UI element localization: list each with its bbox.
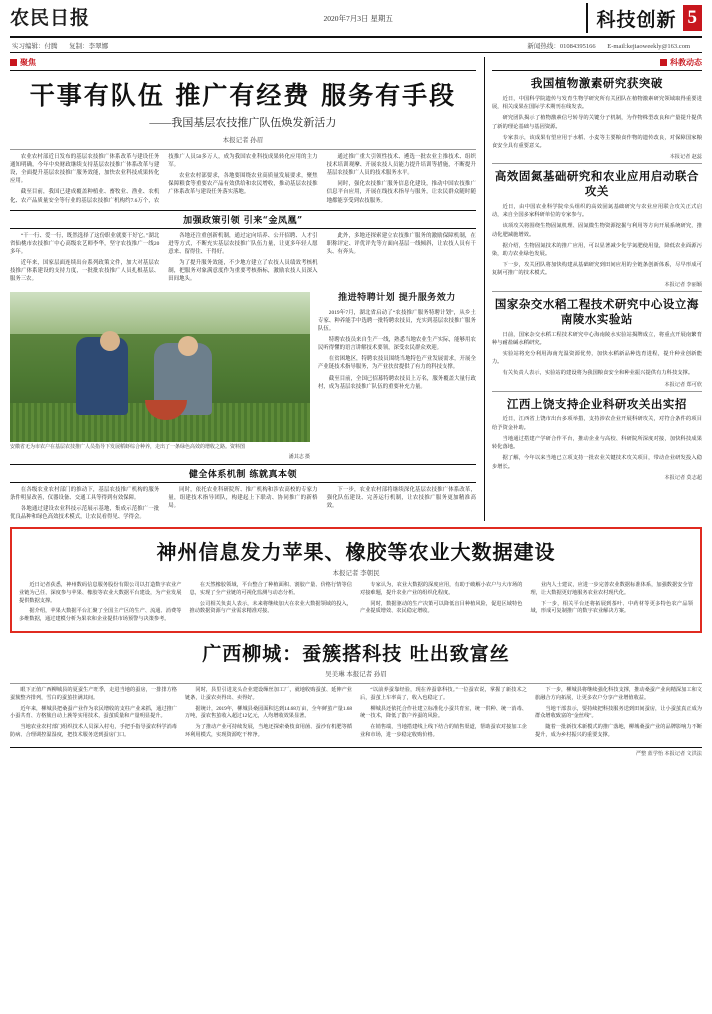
paragraph: 实验站将充分利用海南光温资源优势，加快水稻新品种选育进程，提升种业创新能力。 [491, 350, 702, 366]
paragraph: 在贫困地区，特聘农技员围绕当地特色产业发展需求，开展全产业链技术指导服务，为产业扶贫提供了有力的科技支撑。 [318, 356, 476, 371]
divider [492, 163, 702, 164]
left-column [10, 57, 476, 521]
paragraph: 近年来，柳城县把桑蚕产业作为农民增收的支柱产业来抓，通过推广小蚕共育、方格簇自动上蔟等实用技术，蚕茧质量和产量明显提升。 [10, 705, 177, 720]
sci-news-title: 高效固氮基础研究和农业应用启动联合攻关 [494, 169, 699, 199]
sci-news-sign: 本报记者 李丽颖 [664, 281, 702, 288]
paragraph: 近年来，国家层面连续出台系列政策文件，加大对基层农技推广体系建设的支持力度，一批批农技推广人员扎根基层、服务三农。 [10, 259, 160, 283]
divider [492, 391, 702, 392]
paragraph: 该项攻关将围绕生物固氮机理、固氮微生物资源挖掘与利用等方向开展系统研究，推动化肥减施增效。 [491, 223, 702, 238]
paragraph: 公司相关负责人表示，未来将继续加大在农业大数据领域的投入，推动数据资源与产业需求精准对接。 [189, 600, 352, 615]
section-number: 5 [683, 5, 703, 31]
paragraph: 各地通过建设农业科技示范展示基地，集成示范推广一批优良品种和绿色高效技术模式，让农民看得见、学得会。 [10, 505, 160, 520]
sci-news-sign: 本报记者 郑可欣 [664, 381, 702, 388]
photo-row [10, 287, 476, 459]
paragraph: 下一步，农业农村部将继续深化基层农技推广体系改革，强化队伍建设、完善运行机制，让农技推广服务更加精准高效。 [326, 486, 476, 509]
photo-person-right-head [178, 336, 198, 356]
lead-subheading-3: 健全体系机制 练就真本领 [10, 464, 476, 483]
paragraph: 截至目前，全国已招募特聘农技员上万名，服务覆盖大量行政村，成为基层农技推广队伍的重要补充力量。 [318, 375, 476, 390]
lead-subheading-2: 推进特聘计划 提升服务效力 [338, 293, 456, 304]
bottom-story [10, 639, 702, 757]
sci-news-item [492, 76, 702, 160]
sci-news-sign: 本报记者 赵蕊 [669, 154, 702, 161]
photo-caption: 安徽省无为市农户在基层农技推广人员指导下发展稻虾综合种养，走出了一条绿色高效的增收之路。资料图 [10, 445, 246, 451]
right-column [484, 57, 702, 521]
paragraph: 农业农村部要求，各地要围绕农业高质量发展要求，聚焦保障粮食等重要农产品有效供给和农民增收，推动基层农技推广体系改革与建设任务落实落地。 [168, 173, 318, 196]
sci-news-title: 国家杂交水稻工程技术研究中心设立海南陵水实验站 [494, 296, 699, 326]
paragraph: 截至目前，我国已建成覆盖种植业、畜牧业、渔业、农机化、农产品质量安全等行业的基层农技推广机构约7.6万个，农技推广人员50多万人，成为我国农业科技成果转化应用的主力军。 [10, 154, 318, 204]
paragraph: 专家表示，该成果有望应用于水稻、小麦等主要粮食作物的遗传改良，对保障国家粮食安全具有重要意义。 [491, 134, 702, 149]
credit-proofreader: 复制：李翠娜 [69, 43, 109, 50]
sci-news-title: 江西上饶支持企业科研攻关出实招 [506, 396, 687, 411]
bottom-footer-credit: 严整 蓝学怡 本报记者 文洪法 [10, 747, 702, 757]
divider [10, 683, 702, 684]
sci-edu-tagline [492, 57, 702, 68]
paragraph: 在销售端，当地搭建线上线下结合的销售渠道，帮助蚕农对接加工企业和市场，进一步稳定收购价格。 [360, 724, 527, 738]
feature-headline: 神州信息发力苹果、橡胶等农业大数据建设 [156, 540, 556, 564]
staff-credits-bar [10, 38, 702, 53]
paragraph: 为了提升服务效能，不少地方建立了农技人员绩效考核机制，把服务对象满意度作为重要考核指标，激励农技人员深入田间地头。 [168, 259, 318, 283]
paragraph: 据介绍，苹果大数据平台汇聚了全国主产区的生产、流通、消费等多维数据，通过建模分析为果农和企业提供市场预警与决策参考。 [19, 608, 182, 623]
divider [10, 70, 476, 71]
paragraph: 据统计，2019年，柳城县桑园面积达到14.68万亩，全年鲜茧产量1.68万吨，蚕农售茧收入超过12亿元，人均增收效果显著。 [185, 705, 352, 720]
lead-headline: 干事有队伍 推广有经费 服务有手段 [29, 81, 457, 110]
feature-byline: 本报记者 李朝民 [332, 570, 380, 577]
masthead [10, 0, 702, 38]
lead-subtitle: ——我国基层农技推广队伍焕发新活力 [149, 117, 337, 129]
paragraph: 特聘农技员来自生产一线，熟悉当地农业生产实际，能够用农民听得懂的语言讲解技术要领，深受农民群众欢迎。 [318, 337, 476, 352]
main-band [10, 57, 702, 521]
focus-tagline [10, 57, 476, 68]
lead-body-part2 [10, 232, 476, 284]
paragraph: 2019年7月，湖北省启动了“农技推广服务特聘计划”，从乡土专家、种养能手中选聘一批特聘农技员，充实到基层农技推广服务队伍。 [318, 309, 476, 333]
sci-news-body [492, 95, 702, 150]
sci-news-title: 我国植物激素研究获突破 [530, 76, 663, 90]
paragraph: 农业农村部近日发布的基层农技推广体系改革与建设任务通知明确，今年中央财政继续支持基层农技推广体系改革与建设，全面提升基层农技推广服务效能，加快农业科技成果转化应用。 [10, 154, 160, 185]
photo-person-left [76, 337, 128, 415]
paragraph: 研究团队揭示了植物激素信号转导的关键分子机制，为作物株型改良和产量提升提供了新的理论基础与基因资源。 [491, 115, 702, 130]
field-photo [10, 292, 310, 442]
paragraph: “以前养蚕靠经验，现在养蚕靠科技。”一位蚕农说，掌握了新技术之后，蚕茧上车率高了，收入也稳定了。 [360, 686, 527, 701]
paragraph: 近日，中国科学院遗传与发育生物学研究所有关团队在植物激素研究领域取得重要进展，相关成果在国际学术期刊在线发表。 [491, 95, 702, 111]
paragraph: 眼下正值广西柳城县的夏蚕生产旺季，走进当地的蚕房，一排排方格蚕簇整齐排列，雪白的蚕茧挂满其间。 [10, 686, 177, 701]
paragraph: 在各级农业农村部门的推动下，基层农技推广机构的服务条件明显改善，仪器设备、交通工具等得到有效保障。 [10, 486, 160, 501]
paragraph: 专家认为，农业大数据的深度应用，有助于破解小农户与大市场的对接难题，提升农业产业的组织化程度。 [360, 582, 523, 596]
newspaper-logo: 农民日报 [10, 6, 91, 29]
sci-edu-tagline-label: 科教动态 [670, 58, 702, 67]
paragraph: 近日，江西省上饶市出台多项举措，支持涉农企业开展科研攻关，对符合条件的项目给予资金补助。 [491, 416, 702, 431]
paragraph: 下一步，相关平台还将拓展到茶叶、中药材等更多特色农产品领域，形成可复制推广的数字农业解决方案。 [530, 600, 693, 615]
sci-news-body [492, 415, 702, 470]
paragraph: 据介绍，生物固氮技术的推广应用，可以显著减少化学氮肥使用量，降低农业面源污染，助力农业绿色发展。 [491, 242, 702, 258]
paragraph: 下一步，攻关团队将加快构建从基础研究到田间应用的全链条创新体系，尽早形成可复制可推广的技术模式。 [491, 262, 702, 277]
section-header [586, 3, 702, 33]
bottom-byline: 吴美琳 本报记者 孙眉 [325, 670, 387, 678]
paragraph: 通过推广重大引领性技术、遴选一批农业主推技术、组织技术培训观摩、开展农技人员能力提升培训等措施，不断提升基层农技推广人员的技术服务水平。 [326, 154, 476, 177]
divider [492, 70, 702, 71]
masthead-date: 2020年7月3日 星期五 [323, 13, 393, 23]
credit-hotline: 新闻热线：01084395166 [527, 43, 596, 50]
divider [10, 149, 476, 150]
paragraph: 同时，县里引进龙头企业建设缫丝加工厂，就地收购蚕茧、延伸产业链条，让蚕农卖得出、卖得好。 [185, 686, 352, 701]
paragraph: 各地还注重创新机制，通过定向培养、公开招聘、人才引进等方式，不断充实基层农技推广队伍力量，让更多年轻人愿意来、留得住、干得好。 [168, 232, 318, 255]
square-bullet-icon [660, 59, 667, 66]
paragraph: 日前，国家杂交水稻工程技术研究中心海南陵水实验站揭牌成立，将重点开展南繁育种与耐盐碱水稻研究。 [491, 331, 702, 346]
paragraph: 在天然橡胶领域，平台整合了种植面积、割胶产量、价格行情等信息，实现了全产业链的可视化监测与动态分析。 [189, 582, 352, 596]
paragraph: 同时，数据驱动的生产决策可以降低盲目种植风险，促进区域特色产业提质增效、农民稳定增收。 [360, 600, 523, 615]
paragraph: 同时，强化农技推广服务信息化建设，推动中国农技推广信息平台应用，开展在线技术指导与服务，让农民群众随时随地都能享受到农技服务。 [326, 181, 476, 204]
divider [492, 291, 702, 292]
credit-editor: 实习编辑：付腾 [12, 43, 58, 50]
feature-body [19, 582, 693, 624]
feature-story-box [10, 527, 702, 633]
lead-body-part4 [10, 486, 476, 521]
sci-news-sign: 本报记者 莫志超 [664, 474, 702, 481]
paragraph: 同时，依托农业科研院所、推广机构和涉农高校的专家力量，组建技术指导团队，构建起上下联动、协同推广的新格局。 [168, 486, 318, 509]
paragraph: “干一行、爱一行，既然选择了这份职业就要干好它。”湖北省仙桃市农技推广中心高级农艺师李华，坚守农技推广一线20多年。 [10, 232, 160, 255]
paragraph: 为了推动产业可持续发展，当地还探索桑枝食用菌、蚕沙有机肥等循环利用模式，实现资源吃干榨净。 [185, 724, 352, 738]
credit-email: E-mail:kejiaoweekly@163.com [607, 43, 690, 50]
sci-news-item [492, 297, 702, 388]
photo-sky [10, 292, 310, 334]
sci-news-item [492, 169, 702, 288]
paragraph: 近日记者获悉，神州数码信息服务股份有限公司以打造数字农业产业链为己任，深度参与苹果、橡胶等农业大数据平台建设，为产业发展提供数据支撑。 [19, 582, 182, 604]
paragraph: 据了解，今年以来当地已立项支持一批农业关键技术攻关项目，带动企业研发投入稳步增长。 [491, 455, 702, 470]
sci-news-item [492, 397, 702, 481]
lead-subheading-1: 加强政策引领 引来“金凤凰” [10, 210, 476, 229]
paragraph: 有关负责人表示，实验站的建设将为我国粮食安全和种业振兴提供有力科技支撑。 [502, 370, 694, 377]
paragraph: 柳城县还依托合作社建立标准化小蚕共育室，统一供种、统一消毒、统一技术，降低了散户养蚕的风险。 [360, 705, 527, 720]
bottom-body [10, 687, 702, 743]
lead-body-part1 [10, 153, 476, 205]
paragraph: 此外，多地还探索建立农技推广服务的激励保障机制，在职称评定、评优评先等方面向基层一线倾斜，让农技人员有干头、有奔头。 [326, 232, 476, 255]
square-bullet-icon [10, 59, 17, 66]
paragraph: 近日，由中国农业科学院牵头组织的高效固氮基础研究与农业应用联合攻关正式启动，来自全国多家科研单位的专家参与。 [491, 204, 702, 219]
photo-credit: 潘其志 摄 [288, 454, 310, 460]
paragraph: 当地干部表示，要持续把科技服务送到田间蚕房，让小蚕茧真正成为群众增收致富的“金丝线”。 [535, 705, 702, 720]
lead-byline: 本报记者 孙眉 [222, 137, 264, 144]
focus-tagline-label: 聚焦 [20, 58, 36, 67]
paragraph: 随着一批新技术新模式的推广落地，柳城桑蚕产业的品牌影响力不断提升，成为乡村振兴的重要支撑。 [535, 724, 702, 738]
sci-news-body [492, 203, 702, 278]
section-name: 科技创新 [596, 8, 677, 31]
paragraph: 当地通过搭建产学研合作平台，推动企业与高校、科研院所深度对接，加快科技成果转化落地。 [491, 435, 702, 451]
bottom-headline: 广西柳城：蚕簇搭科技 吐出致富丝 [202, 642, 510, 665]
paragraph: 业内人士建议，应进一步完善农业数据标准体系，加强数据安全管理，让大数据更好地服务农业农村现代化。 [530, 582, 693, 596]
paragraph: 当地农业农村部门组织技术人员深入村屯，手把手指导蚕农科学消毒防病、合理调控温湿度，把技术服务送到蚕房门口。 [10, 724, 177, 738]
sci-news-body [492, 331, 702, 378]
paragraph: 下一步，柳城县将继续强化科技支撑，推动桑蚕产业向精深加工和文旅融合方向拓展，让更多农户分享产业增值收益。 [535, 686, 702, 701]
lead-body-part3 [318, 287, 476, 459]
